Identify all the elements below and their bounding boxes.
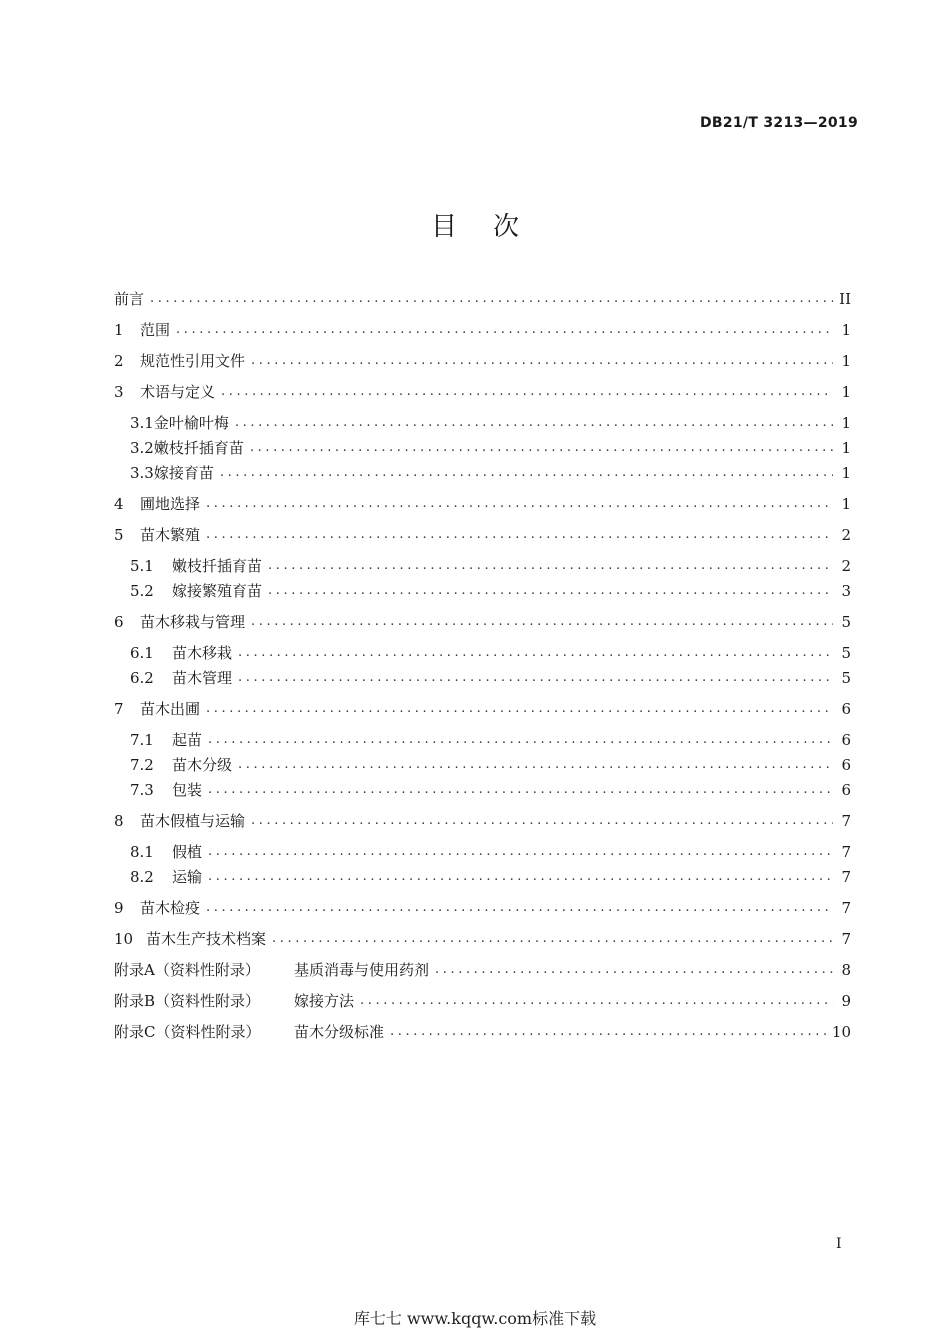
dot-leader bbox=[206, 522, 833, 548]
toc-entry-page: 1 bbox=[841, 383, 851, 401]
toc-entry-number: 3.2 bbox=[130, 439, 154, 457]
dot-leader bbox=[206, 696, 833, 722]
dot-leader bbox=[208, 864, 833, 890]
toc-entry-page: 6 bbox=[841, 756, 851, 774]
toc-entry-page: 3 bbox=[841, 582, 851, 600]
toc-entry-page: 8 bbox=[841, 961, 851, 979]
toc-entry-5-1[interactable] bbox=[130, 553, 851, 579]
toc-entry-number: 1 bbox=[114, 321, 124, 339]
title-char-2: 次 bbox=[493, 212, 520, 242]
toc-entry-page: 7 bbox=[841, 899, 851, 917]
dot-leader bbox=[250, 435, 833, 461]
toc-entry-number: 10 bbox=[114, 930, 134, 948]
dot-leader bbox=[206, 491, 833, 517]
toc-entry-3-3[interactable] bbox=[130, 460, 851, 486]
toc-entry-page: 6 bbox=[841, 700, 851, 718]
toc-entry-title: 嫁接繁殖育苗 bbox=[172, 582, 263, 600]
toc-entry-8[interactable] bbox=[114, 808, 851, 834]
toc-entry-number: 6 bbox=[114, 613, 124, 631]
toc-entry-number: 5 bbox=[114, 526, 124, 544]
toc-entry-title: 范围 bbox=[140, 321, 171, 339]
toc-entry-number: 7.1 bbox=[130, 731, 154, 749]
toc-entry-title: 嫩枝扦插育苗 bbox=[153, 439, 244, 457]
dot-leader bbox=[268, 578, 833, 604]
toc-entry-3[interactable] bbox=[114, 379, 851, 405]
toc-entry-number: 附录A（资料性附录） bbox=[114, 961, 260, 979]
toc-entry-page: 1 bbox=[841, 439, 851, 457]
toc-entry-5[interactable] bbox=[114, 522, 851, 548]
toc-entry-page: 5 bbox=[841, 613, 851, 631]
dot-leader bbox=[251, 808, 833, 834]
toc-entry-page: 10 bbox=[831, 1023, 851, 1041]
dot-leader bbox=[150, 286, 833, 312]
toc-entry-page: 1 bbox=[841, 352, 851, 370]
dot-leader bbox=[220, 460, 833, 486]
dot-leader bbox=[251, 609, 833, 635]
toc-entry-2[interactable] bbox=[114, 348, 851, 374]
dot-leader bbox=[238, 665, 833, 691]
toc-entry-number: 附录B（资料性附录） bbox=[114, 992, 261, 1010]
toc-entry-3-2[interactable] bbox=[130, 435, 851, 461]
dot-leader bbox=[268, 553, 833, 579]
toc-entry-number: 7.3 bbox=[130, 781, 154, 799]
toc-entry-number: 5.2 bbox=[130, 582, 154, 600]
dot-leader bbox=[272, 926, 833, 952]
toc-entry-appendix-b[interactable] bbox=[114, 988, 851, 1014]
toc-entry-7-2[interactable] bbox=[130, 752, 851, 778]
toc-entry-page: 1 bbox=[841, 414, 851, 432]
toc-entry-6[interactable] bbox=[114, 609, 851, 635]
toc-entry-title: 规范性引用文件 bbox=[140, 352, 246, 370]
dot-leader bbox=[435, 957, 833, 983]
page-number: I bbox=[836, 1236, 842, 1252]
toc-entry-page: 2 bbox=[841, 526, 851, 544]
toc-entry-title: 嫁接育苗 bbox=[153, 464, 214, 482]
dot-leader bbox=[221, 379, 833, 405]
toc-entry-title: 苗木移栽 bbox=[172, 644, 233, 662]
toc-entry-title: 苗木假植与运输 bbox=[140, 812, 246, 830]
toc-entry-foreword[interactable] bbox=[114, 286, 851, 312]
standard-code: DB21/T 3213—2019 bbox=[699, 115, 858, 131]
dot-leader bbox=[235, 410, 833, 436]
toc-entry-page: 2 bbox=[841, 557, 851, 575]
toc-entry-page: 1 bbox=[841, 495, 851, 513]
toc-entry-number: 8.2 bbox=[130, 868, 154, 886]
toc-entry-title: 苗木管理 bbox=[172, 669, 233, 687]
toc-entry-page: 7 bbox=[841, 930, 851, 948]
toc-entry-page: 5 bbox=[841, 669, 851, 687]
dot-leader bbox=[251, 348, 833, 374]
toc-entry-appendix-a[interactable] bbox=[114, 957, 851, 983]
toc-entry-7-1[interactable] bbox=[130, 727, 851, 753]
toc-entry-title: 苗木检疫 bbox=[140, 899, 201, 917]
toc-entry-number: 8 bbox=[114, 812, 124, 830]
toc-entry-page: 7 bbox=[841, 868, 851, 886]
toc-entry-7[interactable] bbox=[114, 696, 851, 722]
toc-entry-number: 5.1 bbox=[130, 557, 154, 575]
toc-entry-title: 嫩枝扦插育苗 bbox=[172, 557, 263, 575]
title-char-1: 目 bbox=[430, 212, 457, 242]
toc-entry-page: 6 bbox=[841, 781, 851, 799]
toc-entry-4[interactable] bbox=[114, 491, 851, 517]
toc-entry-number: 6.2 bbox=[130, 669, 154, 687]
toc-entry-number: 3.1 bbox=[130, 414, 154, 432]
toc-entry-page: II bbox=[839, 290, 851, 308]
toc-entry-page: 9 bbox=[841, 992, 851, 1010]
dot-leader bbox=[176, 317, 833, 343]
toc-entry-title: 起苗 bbox=[172, 731, 203, 749]
toc-entry-7-3[interactable] bbox=[130, 777, 851, 803]
toc-entry-number: 4 bbox=[114, 495, 124, 513]
watermark-text: 库七七 www.kqqw.com标准下载 bbox=[353, 1309, 597, 1328]
toc-entry-number: 2 bbox=[114, 352, 124, 370]
toc-entry-9[interactable] bbox=[114, 895, 851, 921]
toc-entry-title: 苗木分级标准 bbox=[294, 1023, 385, 1041]
dot-leader bbox=[390, 1019, 826, 1045]
toc-entry-6-1[interactable] bbox=[130, 640, 851, 666]
toc-entry-title: 苗木生产技术档案 bbox=[146, 930, 267, 948]
dot-leader bbox=[208, 839, 833, 865]
toc-entry-page: 1 bbox=[841, 321, 851, 339]
toc-entry-title: 运输 bbox=[172, 868, 203, 886]
dot-leader bbox=[360, 988, 833, 1014]
toc-entry-3-1[interactable] bbox=[130, 410, 851, 436]
toc-entry-title: 圃地选择 bbox=[140, 495, 201, 513]
toc-entry-title: 嫁接方法 bbox=[294, 992, 355, 1010]
toc-entry-number: 7 bbox=[114, 700, 124, 718]
toc-entry-number: 3 bbox=[114, 383, 124, 401]
toc-entry-page: 1 bbox=[841, 464, 851, 482]
toc-entry-1[interactable] bbox=[114, 317, 851, 343]
dot-leader bbox=[208, 727, 833, 753]
toc-entry-number: 3.3 bbox=[130, 464, 154, 482]
dot-leader bbox=[208, 777, 833, 803]
toc-entry-number: 附录C（资料性附录） bbox=[114, 1023, 261, 1041]
toc-entry-title: 术语与定义 bbox=[140, 383, 216, 401]
page-title bbox=[0, 206, 950, 243]
toc-entry-page: 6 bbox=[841, 731, 851, 749]
dot-leader bbox=[238, 752, 833, 778]
toc-entry-number: 6.1 bbox=[130, 644, 154, 662]
toc-entry-number: 9 bbox=[114, 899, 124, 917]
toc-entry-appendix-c[interactable] bbox=[114, 1019, 851, 1045]
toc-entry-10[interactable] bbox=[114, 926, 851, 952]
toc-entry-title: 假植 bbox=[172, 843, 203, 861]
toc-entry-title: 苗木繁殖 bbox=[140, 526, 201, 544]
toc-entry-title: 基质消毒与使用药剂 bbox=[294, 961, 430, 979]
toc-entry-title: 金叶榆叶梅 bbox=[153, 414, 229, 432]
toc-entry-8-2[interactable] bbox=[130, 864, 851, 890]
toc-entry-page: 7 bbox=[841, 843, 851, 861]
toc-entry-number: 8.1 bbox=[130, 843, 154, 861]
dot-leader bbox=[238, 640, 833, 666]
toc-entry-page: 7 bbox=[841, 812, 851, 830]
dot-leader bbox=[206, 895, 833, 921]
toc-entry-page: 5 bbox=[841, 644, 851, 662]
toc-entry-8-1[interactable] bbox=[130, 839, 851, 865]
toc-entry-title: 包装 bbox=[172, 781, 203, 799]
toc-entry-6-2[interactable] bbox=[130, 665, 851, 691]
toc-entry-title: 苗木移栽与管理 bbox=[140, 613, 246, 631]
toc-entry-title: 苗木出圃 bbox=[140, 700, 201, 718]
toc-entry-title: 苗木分级 bbox=[172, 756, 233, 774]
toc-entry-title: 前言 bbox=[114, 290, 145, 308]
toc-entry-5-2[interactable] bbox=[130, 578, 851, 604]
toc-entry-number: 7.2 bbox=[130, 756, 154, 774]
